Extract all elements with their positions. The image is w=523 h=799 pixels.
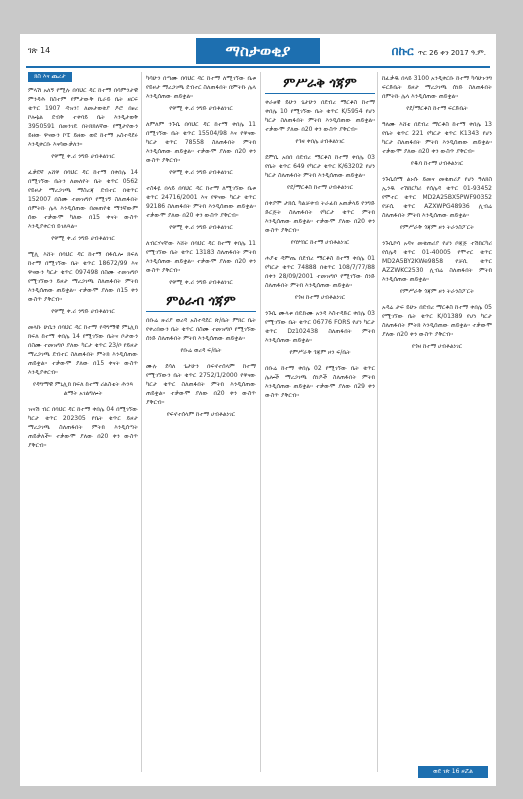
section-heading: ምዕራብ ጎጃም bbox=[146, 294, 256, 312]
notice-text: ምላሽ አለኝ የሚሉ በባህር ዳር ከተማ በሳምንታዊ ምንዳሕ ከስተም የምታውቅ ኪራይ ቤት ዘርፍ ቁጥር 1907 ዳዝን፣ ለመታወቂያ ዶሮ በፀረ ኮሎኔል ደብቅ ተቀባይ ቤት እንዲታወቅ 3950591 በመንገዴ በትክክለኛው የሚታየውን ይዘው ዋናውን ኮፒ ይዘው ወደ ከተማ አስተዳደሩ እንዲቀርቡ እናሳውቃለን፡፡ bbox=[28, 87, 138, 148]
notice-signature: የጎዛ ቀበሌ ሀብቶልነገር bbox=[295, 138, 345, 145]
paper-name: በኩር bbox=[391, 44, 414, 58]
notice-signature: የዋሚ ቀ.ሪ ንግድ ሀብቶልነገር bbox=[169, 224, 233, 231]
notice-text: ለብርሃናቸው እሸት በባህር ዳር ከተማ ቀበሌ 11 የሚገኘው ቤት ቁጥር 13183 ስለጠፋበት ምትክ እንዲሰጠው ጠይቋል፡፡ ተቃውሞ ያለው በ20 ቀን ውስጥ ያቅርብ፡፡ bbox=[146, 240, 256, 274]
notice-signature: የምሥራቅ ጎጃም ዞን ትራንስፖርት bbox=[399, 288, 475, 295]
notice-text: ከፈቃዱ በላይ 3100 አንዲቀርቡ ከተማ ካሳሁኑንግ ፍርድቤት ይዞታ ማረጋገጫ ሰነድ ስለጠፋበት በምትኩ ሌላ እንዲሰጠው ጠይቋል፡፡ bbox=[382, 75, 492, 100]
masthead bbox=[392, 44, 486, 59]
header-rule bbox=[26, 66, 490, 68]
notice-text: ደምሴ አበበ በደብረ ማርቆስ ከተማ ቀበሌ 03 የቤት ቁጥር 649 የካርታ ቁጥር K/63202 የሆነ ካርታ ስለጠፋበት ምትክ እንዲሰጠው ጠይቋል፡፡ bbox=[265, 154, 375, 179]
notice-text: በቡሬ ዙሪያ ወረዳ አስተዳደር ጽ/ቤት ምክር ቤት የቀረበውን ቤት ቁጥር በስሙ ተመዝግቦ የሚገኘው ሰነድ ስለጠፋበት ምትክ እንዲሰጠው ጠይቋል፡፡ bbox=[146, 317, 256, 342]
column-1 bbox=[28, 86, 138, 776]
notice-signature: የዋሚ ቀ.ሪ ንግድ ሀብቶልነገር bbox=[169, 105, 233, 112]
page-header bbox=[20, 34, 496, 66]
notice-text: ሐያቴ ዳምጤ በደብረ ማርቆስ ከተማ ቀበሌ 01 የካርታ ቁጥር 74888 በቁጥር 108/7/77/88 በቀን 28/09/2001 ተመዝግቦ የሚገኘው ሰነድ ስለጠፋበት ምትክ እንዲሰጠው ጠይቋል፡፡ bbox=[265, 255, 375, 289]
notice-text: ንጉሴሰማ ልኑሱ ይመና መቁጠሪያ የሆነ ዓለክስ ኢንዱ ተሽከርካሪ የሰሌዳ ቁጥር 01-93452 የሞተር ቁጥር MD2A25BX5PWF90352 የቻሲ ቁጥር AZXWPG48936 ሊብሬ ስለጠፋበት ምትክ እንዲሰጠው ጠይቋል፡፡ bbox=[382, 176, 492, 219]
notice-signature: የፍኖተሰላም ከተማ ሀብቶልነገር bbox=[166, 411, 236, 418]
notice-signature: የባሦበር ከተማ ሀብቶልነገር bbox=[290, 239, 350, 246]
notice-signature: የምሥራቅ ጎጃም ዞን ትራንስፖርት bbox=[399, 224, 475, 231]
notice-text: ንጉሴኮሳ አዳና መቁጠሪያ የሆነ ቦጃጅ ተሽከርካሪ የሰሌዳ ቁጥር 01-40005 የሞተር ቁጥር MD2A5BY2KWe9858 የቻሲ ቁጥር AZZWKC2530 ሊብሬ ስለጠፋበት ምትክ እንዲሰጠው ጠይቋል፡፡ bbox=[382, 240, 492, 283]
section-banner: ማስታወቂያ bbox=[196, 38, 320, 64]
notice-text: ዝናሽ ብር በባህር ዳር ከተማ ቀበሌ 04 በሚገኘው ካርታ ቁጥር 202305 የቤት ቁጥር ይዞታ ማረጋገጫ ስለጠፋበት ምትክ እንዲሰጣት ጠይቃለች፡፡ ተቃውሞ ያለው በ20 ቀን ውስጥ ያቅርብ፡፡ bbox=[28, 406, 138, 449]
notice-text: ዓለሙ እሸቴ በደብረ ማርቆስ ከተማ ቀበሌ 13 የቤት ቁጥር 221 የካርታ ቁጥር K1343 የሆነ ካርታ ስለጠፋበት ምትክ እንዲሰጠው ጠይቋል፡፡ ተቃውሞ ያለው በ20 ቀን ውስጥ ያቅርብ፡፡ bbox=[382, 121, 492, 155]
notice-signature: የጎዛ ከተማ ሀብቶልነገር bbox=[411, 343, 463, 350]
continued-tag: ወደ ገጽ 16 ዞሯል bbox=[418, 766, 488, 778]
section-heading: ምሥራቅ ጎጃም bbox=[265, 76, 375, 94]
notice-signature: የዳግማዊ ምኒሊክ ክፍለ ከተማ ሪልስቴት ሕንጻ ልማት አገልግሎት bbox=[32, 381, 134, 397]
notice-text: መላኩ ሁሴን በባህር ዳር ከተማ የዳግማዊ ምኒሊክ ክፍለ ከተማ ቀበሌ 14 የሚገኘው ቤትና ቦታውን በስሙ ተመዝግቦ ያለው ካርታ ቁጥር 23/ቦ የይዞታ ማረጋገጫ ደብተር ስለጠፋበት ምትክ እንዲሰጠው ጠይቋል፡፡ ተቃውሞ ያለው በ15 ቀናት ውስጥ እንዲያቀርብ፡፡ bbox=[28, 324, 138, 376]
notice-signature: የቡሬ ወረዳ ፍ/ቤት bbox=[180, 347, 222, 354]
notice-text: በቀያሞ ታክሲ ካልቻቀብ ትራፊክ አጠቃላይ የንግድ ድርጅት ስለጠፋበት የካርታ ቁጥር ምትክ እንዲሰጠው ጠይቋል፡፡ ተቃውሞ ያለው በ20 ቀን ውስጥ ያቅርብ፡፡ bbox=[265, 200, 375, 234]
notice-signature: የደ/ማርቆስ ከተማ ፍርድቤት bbox=[406, 105, 468, 112]
column-divider bbox=[141, 72, 142, 772]
notice-text: ለምለም ንጉሴ በባህር ዳር ከተማ ቀበሌ 11 በሚገኘው ቤት ቁጥር 15504/98 እና የዋናው ካርታ ቁጥር 78558 ስለጠፋበት ምትክ እንዲሰጠው ጠይቋል፡፡ ተቃውሞ ያለው በ20 ቀን ውስጥ ያቅርብ፡፡ bbox=[146, 121, 256, 164]
column-4 bbox=[382, 74, 492, 764]
notice-signature: የዋሚ ቀ.ሪ ንግድ ሀብቶልነገር bbox=[169, 169, 233, 176]
notice-text: ንጉሴ ሙላቱ በዴኩሙ አንዳ እስተዳድር ቀበሌ 03 የሚገኘው ቤት ቁጥር 06776 FORS የሆነ ካርታ ቁጥር Dz102438 ስለጠፋበት ምትክ እንዲሰጠው ጠይቋል፡፡ bbox=[265, 310, 375, 344]
notice-text: ካሳሁን በጣሙ በባህር ዳር ከተማ ለሚገኘው ቤቱ የይዞታ ማረጋገጫ ደብተር ስለጠፋበት በምትኩ ሌላ እንዲሰጠው ጠይቋል፡፡ bbox=[146, 75, 256, 100]
notice-text: ፈቃደኛ አሸዋ በባህር ዳር ከተማ በቀበሌ 14 በሚገኘው ቤትን ለመለየት ቤት ቁጥር 0562 የይዞታ ማረጋገጫ ማስረጃ ደብተር በቁጥር 152007 በስሙ ተመዝግቦ የሚገኝ ስለጠፋበት በምትኩ ሌላ እንዲሰጠው በመጠየቁ ማንኛውም ሰው ተቃውሞ ካለው በ15 ቀናት ውስጥ እንዲያቀርብ ይገለጻል፡፡ bbox=[28, 169, 138, 230]
notice-signature: የዱባ ከተማ ሀብቶልነገር bbox=[410, 160, 464, 167]
column-divider bbox=[377, 72, 378, 772]
notice-signature: የዋሚ ቀ.ሪ ንግድ ሀብቶልነገር bbox=[169, 279, 233, 286]
notice-signature: የዋሚ ቀ.ሪ ንግድ ሀብቶልነገር bbox=[51, 235, 115, 242]
page-number: ገጽ 14 bbox=[28, 46, 51, 55]
notice-text: አዳሬ ታፍ ይሁኑ በደብረ ማርቆስ ከተማ ቀበሌ 05 የሚገኘው ቤት ቁጥር K/01389 የሆነ ካርታ ስለጠፋበት ምትክ እንዲሰጠው ጠይቋል፡፡ ተቃውሞ ያለው በ20 ቀን ውስጥ ያቅርብ፡፡ bbox=[382, 304, 492, 338]
issue-date: ጥር 26 ቀን 2017 ዓ.ም. bbox=[417, 49, 486, 57]
notice-signature: የምሥራቅ ጎጃም ዞን ፍ/ቤት bbox=[289, 349, 351, 356]
notice-text: በቡሬ ከተማ ቀበሌ 02 የሚገኘው ቤት ቁጥር ሌሎች ማረጋገጫ ሰነዶች ስለጠፋበት ምትክ እንዲሰጠው ጠይቋል፡፡ ተቃውሞ ያለው በ29 ቀን ውስጥ ያቅርብ፡፡ bbox=[265, 365, 375, 399]
notice-text: ሚሊ እሸት በባህር ዳር ከተማ በፋሲሎ ክፍለ ከተማ በሚገኘው ቤት ቁጥር 18672/99 እና ዋናውን ካርታ ቁጥር 097498 በስሙ ተመዝግቦ የሚገኘውን ይዞታ ማረጋገጫ ስለጠፋበት ምትክ እንዲሰጠው ጠይቋል፡፡ ተቃውሞ ያለው በ15 ቀን ውስጥ ያቅርብ፡፡ bbox=[28, 251, 138, 303]
notice-signature: የዋሚ ቀ.ሪ ንግድ ሀብቶልነገር bbox=[51, 153, 115, 160]
notice-signature: የዋሚ ቀ.ሪ ንግድ ሀብቶልነገር bbox=[51, 308, 115, 315]
notice-text: ቀራፀዊ ይሁን ጌታሁን በደብረ ማርቆስ ከተማ ቀበሌ 10 የሚገኘው ቤት ቁጥር K/5954 የሆነ ካርታ ስለጠፋበት ምትክ እንዲሰጠው ጠይቋል፡፡ ተቃውሞ ያለው በ20 ቀን ውስጥ ያቅርብ፡፡ bbox=[265, 99, 375, 133]
column-3 bbox=[265, 74, 375, 764]
notice-text: ተስፋዬ በላይ በባህር ዳር ከተማ ለሚገኘው ቤቱ ቁጥር 24716/2001 እና የዋናው ካርታ ቁጥር 92186 ስለጠፋበት ምትክ እንዲሰጠው ጠይቋል፡፡ ተቃውሞ ያለው በ20 ቀን ውስጥ ያቅርብ፡፡ bbox=[146, 185, 256, 219]
column-2 bbox=[146, 74, 256, 764]
column-divider bbox=[260, 72, 261, 772]
notice-text: ሙሉ ደሳለ ጌታሁን በፍኖተሰላም ከተማ የሚገኘውን ቤት ቁጥር 2752/1/2000 የዋናው ካርታ ቁጥር ስለጠፋበት ምትክ እንዲሰጠው ጠይቋል፡፡ ተቃውሞ ያለው በ20 ቀን ውስጥ ያቅርብ፡፡ bbox=[146, 363, 256, 406]
newspaper-page bbox=[20, 34, 496, 786]
notice-signature: የደ/ማርቆስ ከተማ ሀብቶልነገር bbox=[287, 184, 353, 191]
notice-signature: የጎዛ ከተማ ሀብቶልነገር bbox=[294, 294, 346, 301]
category-tag: ክስ እና ጨረታ bbox=[28, 72, 72, 82]
